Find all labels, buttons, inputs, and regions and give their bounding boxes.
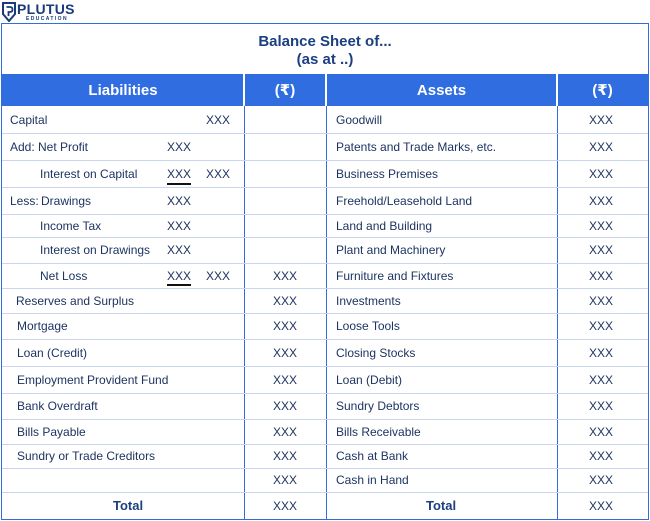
liability-amount: XXX [206, 268, 231, 283]
liability-prefix: Less: [10, 193, 39, 208]
asset-label: Cash at Bank [336, 449, 409, 463]
liability-label: Capital [10, 112, 48, 127]
subtotal-underline [167, 284, 191, 286]
asset-amount: XXX [589, 319, 614, 333]
liability-total-amount: XXX [273, 293, 298, 308]
liability-total-amount: XXX [273, 449, 298, 463]
liability-label: Income Tax [40, 218, 102, 233]
asset-label: Land and Building [336, 218, 433, 233]
total-liabilities-amount: XXX [273, 498, 298, 513]
row-separator [2, 393, 648, 394]
total-liabilities-label: Total [113, 497, 144, 513]
liability-total-amount: XXX [273, 399, 298, 413]
asset-amount: XXX [589, 424, 614, 439]
row-separator [2, 419, 648, 420]
liability-amount: XXX [206, 166, 231, 181]
liability-total-amount: XXX [273, 319, 298, 333]
asset-amount: XXX [589, 372, 614, 387]
row-separator [2, 444, 648, 445]
header-assets-amount: (₹) [557, 74, 648, 106]
row-separator [2, 214, 648, 215]
liability-label: Bills Payable [17, 424, 86, 439]
asset-label: Bills Receivable [336, 424, 421, 439]
liability-label: Bank Overdraft [17, 399, 98, 413]
liability-sub-amount: XXX [167, 193, 192, 208]
liability-sub-amount: XXX [167, 166, 192, 181]
liability-label: Net Profit [38, 139, 89, 154]
liability-label: Mortgage [17, 319, 68, 333]
asset-amount: XXX [589, 112, 614, 127]
row-separator [2, 160, 648, 161]
header-divider [556, 74, 558, 106]
header-liabilities-amount: (₹) [244, 74, 326, 106]
liability-total-amount: XXX [273, 372, 298, 387]
asset-label: Freehold/Leasehold Land [336, 193, 473, 208]
liability-total-amount: XXX [273, 424, 298, 439]
header-liabilities: Liabilities [2, 74, 244, 106]
asset-amount: XXX [589, 268, 614, 283]
row-separator [2, 313, 648, 314]
title-line-2: (as at ..) [296, 51, 354, 68]
liability-sub-amount: XXX [167, 139, 192, 154]
liability-prefix: Add: [10, 139, 35, 154]
liability-label: Net Loss [40, 268, 88, 283]
asset-amount: XXX [589, 449, 614, 463]
brand-tagline: EDUCATION [26, 16, 68, 22]
asset-label: Loan (Debit) [336, 372, 403, 387]
total-assets-amount: XXX [589, 498, 614, 513]
asset-amount: XXX [589, 293, 614, 308]
liability-label: Sundry or Trade Creditors [17, 449, 156, 463]
sheet-title [2, 24, 648, 75]
liability-label: Employment Provident Fund [17, 372, 169, 387]
subtotal-underline [167, 183, 191, 185]
asset-amount: XXX [589, 243, 614, 257]
liability-total-amount: XXX [273, 268, 298, 283]
asset-amount: XXX [589, 345, 614, 360]
total-assets-label: Total [426, 497, 457, 513]
asset-label: Investments [336, 293, 401, 308]
balance-sheet-table [1, 23, 649, 520]
row-separator [2, 237, 648, 238]
row-separator [2, 366, 648, 367]
liability-sub-amount: XXX [167, 218, 192, 233]
brand-name: PLUTUS [17, 1, 75, 17]
asset-amount: XXX [589, 166, 614, 181]
row-separator [2, 263, 648, 264]
asset-label: Loose Tools [336, 319, 400, 333]
asset-label: Sundry Debtors [336, 399, 420, 413]
liability-label: Loan (Credit) [17, 345, 88, 360]
asset-label: Cash in Hand [336, 473, 409, 487]
row-separator [2, 339, 648, 340]
liability-label: Drawings [41, 193, 92, 208]
asset-amount: XXX [589, 473, 614, 487]
header-divider [325, 74, 327, 106]
asset-amount: XXX [589, 193, 614, 208]
liability-sub-amount: XXX [167, 268, 192, 283]
liability-total-amount: XXX [273, 345, 298, 360]
liability-label: Interest on Capital [40, 166, 138, 181]
asset-label: Closing Stocks [336, 345, 416, 360]
liability-label: Interest on Drawings [40, 243, 151, 257]
plutus-logo [2, 2, 92, 24]
asset-label: Furniture and Fixtures [336, 268, 454, 283]
asset-amount: XXX [589, 218, 614, 233]
liability-total-amount: XXX [273, 473, 298, 487]
row-separator [2, 492, 648, 493]
asset-label: Goodwill [336, 112, 383, 127]
row-separator [2, 133, 648, 134]
asset-label: Patents and Trade Marks, etc. [336, 139, 497, 154]
row-separator [2, 288, 648, 289]
title-line-1: Balance Sheet of... [258, 33, 392, 50]
row-separator [2, 187, 648, 188]
liability-label: Reserves and Surplus [16, 293, 135, 308]
header-assets: Assets [326, 74, 557, 106]
row-separator [2, 468, 648, 469]
asset-amount: XXX [589, 399, 614, 413]
liability-sub-amount: XXX [167, 243, 192, 257]
asset-label: Business Premises [336, 166, 439, 181]
shield-logo-icon [2, 2, 16, 22]
header-divider [243, 74, 245, 106]
asset-label: Plant and Machinery [336, 243, 446, 257]
asset-amount: XXX [589, 139, 614, 154]
liability-amount: XXX [206, 112, 231, 127]
